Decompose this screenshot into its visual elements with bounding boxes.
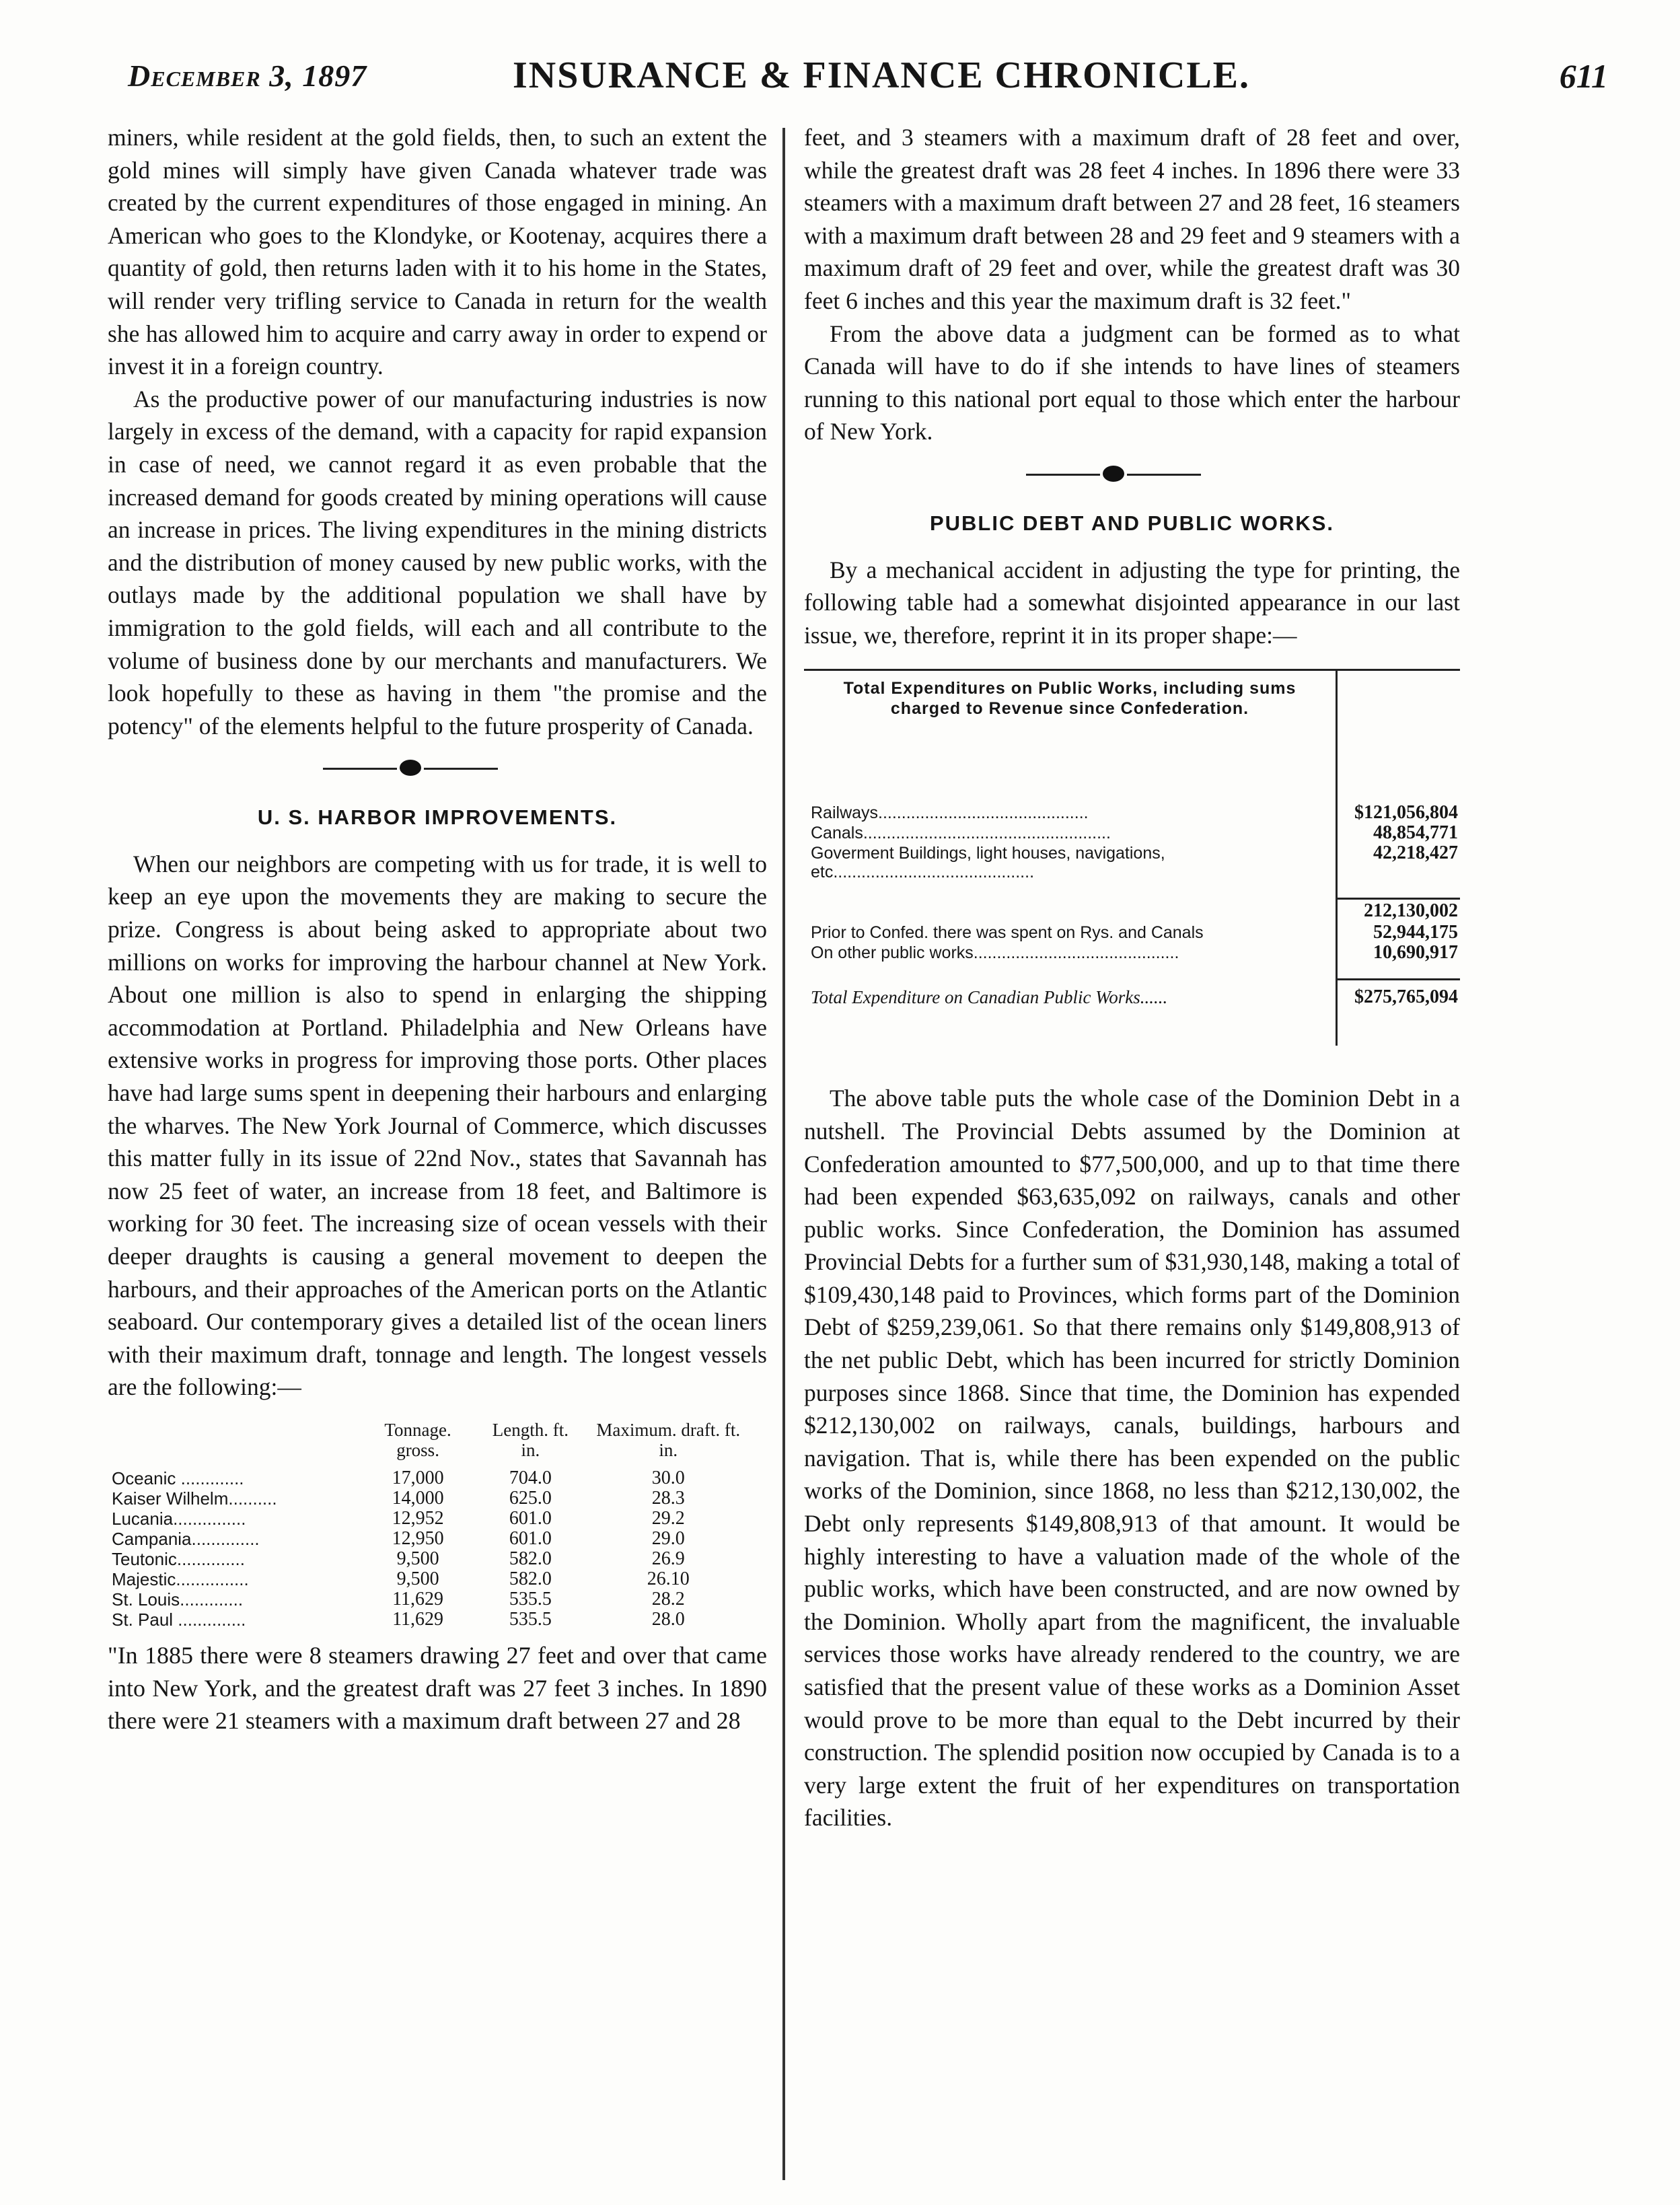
section-heading: PUBLIC DEBT AND PUBLIC WORKS. <box>929 511 1335 535</box>
row-label: Prior to Confed. there was spent on Rys. and Canals <box>811 923 1204 943</box>
row-label: On other public works............................................ <box>811 943 1179 963</box>
table-row <box>108 1549 754 1569</box>
ship-draft: 26.10 <box>647 1568 690 1589</box>
ship-tonnage: 11,629 <box>392 1588 444 1610</box>
table-rule <box>804 669 1460 671</box>
ship-draft: 29.0 <box>651 1527 685 1549</box>
ship-name: Teutonic.............. <box>112 1548 245 1569</box>
ship-table <box>108 1420 754 1630</box>
ship-length: 601.0 <box>509 1527 552 1549</box>
ship-length: 625.0 <box>509 1487 552 1509</box>
article-paragraph: By a mechanical accident in adjusting the type for printing, the following table had a somewhat disjointed appearance in our last issue, we, therefore, reprint it in its proper shape:— <box>804 556 1460 649</box>
issue-date: December 3, 1897 <box>128 59 367 93</box>
row-amount: 52,944,175 <box>1373 922 1458 943</box>
row-amount: 10,690,917 <box>1373 942 1458 964</box>
publication-title: INSURANCE & FINANCE CHRONICLE. <box>512 55 1251 96</box>
table-row <box>108 1569 754 1589</box>
article-paragraph: feet, and 3 steamers with a maximum draft of 28 feet and over, while the greatest draft was 28 feet 4 inches. In 1896 there were 33 steamers with a maximum draft between 27 and 28 feet, 16 steamers with a maximum draft between 28 and 29 feet and 9 steamers with a maximum draft of 29 feet and over, while the greatest draft was 30 feet 6 inches and this year the maximum draft is 32 feet." <box>804 124 1460 314</box>
ship-tonnage: 9,500 <box>396 1568 439 1589</box>
right-column <box>804 121 1460 1834</box>
row-amount: 42,218,427 <box>1373 842 1458 864</box>
ship-tonnage: 12,950 <box>392 1527 444 1549</box>
ship-length: 582.0 <box>509 1568 552 1589</box>
ship-tonnage: 14,000 <box>392 1487 444 1509</box>
ship-tonnage: 12,952 <box>392 1507 444 1529</box>
left-column <box>108 121 767 1737</box>
page-number: 611 <box>1559 57 1608 95</box>
ship-draft: 28.3 <box>651 1487 685 1509</box>
table-row <box>108 1488 754 1509</box>
ship-tonnage: 11,629 <box>392 1608 444 1630</box>
ship-draft: 26.9 <box>651 1548 685 1569</box>
ship-length: 704.0 <box>509 1467 552 1488</box>
page-header <box>128 54 1608 101</box>
subtotal-amount: 212,130,002 <box>1364 900 1458 922</box>
ship-length: 535.5 <box>509 1588 552 1610</box>
column-divider <box>782 128 785 2180</box>
row-amount: 48,854,771 <box>1373 822 1458 844</box>
section-ornament <box>108 752 767 785</box>
table-rule <box>1336 978 1460 980</box>
row-label: Railways............................................. <box>811 803 1089 823</box>
ship-draft: 29.2 <box>651 1507 685 1529</box>
article-paragraph: miners, while resident at the gold fields, then, to such an extent the gold mines will simply have given Canada whatever trade was created by the current expenditures of those engaged in mining. An American who goes to the Klondyke, or Kootenay, acquires there a quantity of gold, then returns laden with it to his home in the States, will render very trifling service to Canada in return for the wealth she has allowed him to acquire and carry away in order to expend or invest it in a foreign country. <box>108 124 767 380</box>
row-amount: $121,056,804 <box>1354 802 1458 824</box>
article-paragraph: When our neighbors are competing with us for trade, it is well to keep an eye upon the movements they are making to secure the prize. Congress is about being asked to appropriate about two millions on works for improving the harbour channel at New York. About one million is also to spend in enlarging the shipping accommodation at Portland. Philadelphia and New Orleans have extensive works in progress for improving those ports. Other places have had large sums spent in deepening their harbours and enlarging the wharves. The New York Journal of Commerce, which discusses this matter fully in its issue of 22nd Nov., states that Savannah has now 25 feet of water, an increase from 18 feet, and Baltimore is working for 30 feet. The increasing size of ocean vessels with their deeper draughts is causing a general movement to deepen the harbours, and their approaches of the American ports on the Atlantic seaboard. Our contemporary gives a detailed list of the ocean liners with their maximum draft, tonnage and length. The longest vessels are the following:— <box>108 850 767 1401</box>
table-heading: Total Expenditures on Public Works, including sums charged to Revenue since Confederation. <box>843 679 1296 719</box>
ship-name: St. Paul .............. <box>112 1609 246 1630</box>
total-amount: $275,765,094 <box>1354 986 1458 1008</box>
ship-name: Kaiser Wilhelm.......... <box>112 1488 277 1509</box>
table-row <box>811 844 1457 881</box>
article-paragraph: "In 1885 there were 8 steamers drawing 27 feet and over that came into New York, and the greatest draft was 27 feet 3 inches. In 1890 there were 21 steamers with a maximum draft between 27 and 28 <box>108 1641 767 1735</box>
ship-name: Majestic............... <box>112 1568 249 1589</box>
ship-draft: 28.0 <box>651 1608 685 1630</box>
article-paragraph: From the above data a judgment can be formed as to what Canada will have to do if she intends to have lines of steamers running to this national port equal to those which enter the harbour of New York. <box>804 320 1460 445</box>
ship-length: 601.0 <box>509 1507 552 1529</box>
total-label: Total Expenditure on Canadian Public Works...... <box>811 988 1168 1007</box>
article-paragraph: As the productive power of our manufacturing industries is now largely in excess of the demand, with a capacity for rapid expansion in case of need, we cannot regard it as even probable that the increased demand for goods created by mining operations will cause an increase in prices. The living expenditures in the mining districts and the distribution of money caused by new public works, with the outlays made by the additional population we shall have by immigration to the gold fields, will each and all contribute to the volume of business done by our merchants and manufacturers. We look hopefully to these as having in them "the promise and the potency" of the elements helpful to the future prosperity of Canada. <box>108 385 767 739</box>
section-ornament <box>804 458 1460 491</box>
table-row <box>108 1509 754 1529</box>
ship-name: Campania.............. <box>112 1528 260 1549</box>
article-paragraph: The above table puts the whole case of the Dominion Debt in a nutshell. The Provincial Debts assumed by the Dominion at Confederation amounted to $77,500,000, and up to that time there had been expended $63,635,092 on railways, canals and other public works. Since Confederation, the Dominion has assumed Provincial Debts for a further sum of $31,930,148, making a total of $109,430,148 paid to Provinces, which forms part of the Dominion Debt of $259,239,061. So that there remains only $149,808,913 of the net public Debt, which has been incurred for strictly Dominion purposes since 1868. Since that time, the Dominion has expended $212,130,002 on railways, canals, buildings, harbours and navigation. That is, while there has been expended on the public works of the Dominion, since 1868, no less than $212,130,002, the Debt only represents $149,808,913 of that amount. It would be highly interesting to have a valuation made of the whole of the public works, which have been constructed, and are now owned by the Dominion. Wholly apart from the magnificent, the invaluable services those works have already rendered to the country, we are satisfied that the present value of these works as a Dominion Asset would prove to be more than equal to the Debt incurred by their construction. The splendid position now occupied by Canada is to a very large extent the fruit of her expenditures on transportation facilities. <box>804 1085 1460 1832</box>
ship-name: St. Louis............. <box>112 1589 244 1610</box>
ship-length: 535.5 <box>509 1608 552 1630</box>
table-row <box>108 1529 754 1549</box>
section-heading: U. S. HARBOR IMPROVEMENTS. <box>257 805 618 830</box>
table-row <box>108 1589 754 1610</box>
expenditure-table <box>804 669 1460 1066</box>
table-row <box>108 1468 754 1488</box>
row-label: Canals..................................................... <box>811 824 1111 843</box>
ship-tonnage: 17,000 <box>392 1467 444 1488</box>
ship-length: 582.0 <box>509 1548 552 1569</box>
length-header: Length. ft. in. <box>492 1419 569 1460</box>
ship-name: Lucania............... <box>112 1508 246 1529</box>
ship-draft: 28.2 <box>651 1588 685 1610</box>
table-row <box>108 1610 754 1630</box>
ship-name: Oceanic ............. <box>112 1468 244 1488</box>
tonnage-header: Tonnage. gross. <box>384 1419 451 1460</box>
table-rule <box>1336 898 1460 900</box>
row-label: Goverment Buildings, light houses, navigations, etc........................................... <box>811 844 1165 882</box>
ship-tonnage: 9,500 <box>396 1548 439 1569</box>
ship-draft: 30.0 <box>651 1467 685 1488</box>
draft-header: Maximum. draft. ft. in. <box>596 1419 741 1460</box>
